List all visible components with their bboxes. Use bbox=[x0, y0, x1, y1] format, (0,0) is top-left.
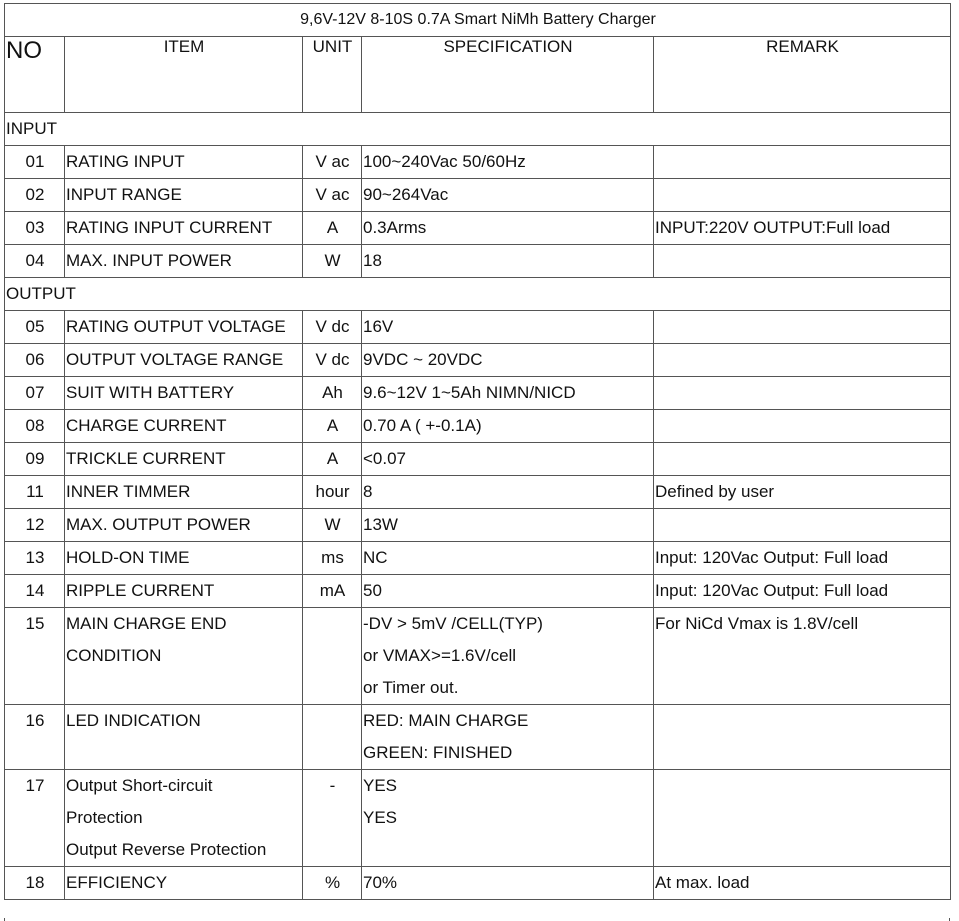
table-row bbox=[5, 867, 951, 900]
row-no: 02 bbox=[5, 179, 65, 212]
row-no: 05 bbox=[5, 311, 65, 344]
row-item: EFFICIENCY bbox=[65, 867, 303, 900]
row-item-line: Output Reverse Protection bbox=[66, 840, 267, 859]
row-remark bbox=[654, 377, 951, 410]
table-row bbox=[5, 311, 951, 344]
row-no: 12 bbox=[5, 509, 65, 542]
row-item-line: LED INDICATION bbox=[66, 711, 201, 730]
row-unit: V ac bbox=[303, 146, 362, 179]
table-row bbox=[5, 608, 951, 705]
row-item: INNER TIMMER bbox=[65, 476, 303, 509]
row-remark bbox=[654, 344, 951, 377]
row-no: 16 bbox=[5, 705, 65, 770]
row-no: 03 bbox=[5, 212, 65, 245]
row-spec: 70% bbox=[362, 867, 654, 900]
row-unit: A bbox=[303, 443, 362, 476]
header-item: ITEM bbox=[65, 37, 303, 113]
row-unit: W bbox=[303, 509, 362, 542]
table-row bbox=[5, 344, 951, 377]
row-remark: INPUT:220V OUTPUT:Full load bbox=[654, 212, 951, 245]
row-remark bbox=[654, 179, 951, 212]
table-row bbox=[5, 146, 951, 179]
table-row bbox=[5, 410, 951, 443]
row-item: MAX. OUTPUT POWER bbox=[65, 509, 303, 542]
header-no: NO bbox=[5, 37, 65, 113]
section-output-row bbox=[5, 278, 951, 311]
document-title: 9,6V-12V 8-10S 0.7A Smart NiMh Battery Charger bbox=[5, 4, 951, 37]
row-unit bbox=[303, 705, 362, 770]
row-unit: % bbox=[303, 867, 362, 900]
row-item: CHARGE CURRENT bbox=[65, 410, 303, 443]
row-unit: V dc bbox=[303, 344, 362, 377]
row-remark: Input: 120Vac Output: Full load bbox=[654, 542, 951, 575]
row-spec: 0.70 A ( +-0.1A) bbox=[362, 410, 654, 443]
row-remark: Input: 120Vac Output: Full load bbox=[654, 575, 951, 608]
row-spec: 8 bbox=[362, 476, 654, 509]
row-spec-line: RED: MAIN CHARGE bbox=[363, 711, 529, 730]
row-remark: For NiCd Vmax is 1.8V/cell bbox=[654, 608, 951, 705]
row-spec: <0.07 bbox=[362, 443, 654, 476]
table-row bbox=[5, 542, 951, 575]
row-item: HOLD-ON TIME bbox=[65, 542, 303, 575]
row-item: SUIT WITH BATTERY bbox=[65, 377, 303, 410]
row-no: 14 bbox=[5, 575, 65, 608]
row-spec: 18 bbox=[362, 245, 654, 278]
row-spec-line: YES bbox=[363, 808, 398, 827]
row-spec: 100~240Vac 50/60Hz bbox=[362, 146, 654, 179]
header-unit: UNIT bbox=[303, 37, 362, 113]
row-no: 11 bbox=[5, 476, 65, 509]
row-item: INPUT RANGE bbox=[65, 179, 303, 212]
row-remark bbox=[654, 443, 951, 476]
row-spec-line: GREEN: FINISHED bbox=[363, 743, 513, 762]
row-remark bbox=[654, 705, 951, 770]
row-unit: V dc bbox=[303, 311, 362, 344]
row-spec-line: or Timer out. bbox=[363, 678, 459, 697]
row-item-line: CONDITION bbox=[66, 646, 162, 665]
row-item-line: Protection bbox=[66, 808, 143, 827]
row-spec bbox=[362, 770, 654, 867]
row-remark: At max. load bbox=[654, 867, 951, 900]
row-spec bbox=[362, 608, 654, 705]
row-unit: V ac bbox=[303, 179, 362, 212]
row-unit bbox=[303, 608, 362, 705]
row-no: 09 bbox=[5, 443, 65, 476]
row-no: 06 bbox=[5, 344, 65, 377]
row-remark: Defined by user bbox=[654, 476, 951, 509]
row-spec-line: YES bbox=[363, 776, 398, 795]
row-unit: - bbox=[303, 770, 362, 867]
row-item bbox=[65, 705, 303, 770]
table-row bbox=[5, 377, 951, 410]
row-spec: 0.3Arms bbox=[362, 212, 654, 245]
row-item bbox=[65, 770, 303, 867]
row-spec-line: or VMAX>=1.6V/cell bbox=[363, 646, 517, 665]
row-unit: A bbox=[303, 410, 362, 443]
table-row bbox=[5, 245, 951, 278]
header-remark: REMARK bbox=[654, 37, 951, 113]
row-spec bbox=[362, 705, 654, 770]
row-spec: 9VDC ~ 20VDC bbox=[362, 344, 654, 377]
header-row bbox=[5, 37, 951, 113]
row-item: RATING OUTPUT VOLTAGE bbox=[65, 311, 303, 344]
row-no: 18 bbox=[5, 867, 65, 900]
row-no: 07 bbox=[5, 377, 65, 410]
row-unit: W bbox=[303, 245, 362, 278]
row-unit: A bbox=[303, 212, 362, 245]
row-item-line: Output Short-circuit bbox=[66, 776, 213, 795]
row-spec: 16V bbox=[362, 311, 654, 344]
row-item-line: MAIN CHARGE END bbox=[66, 614, 227, 633]
section-input-row bbox=[5, 113, 951, 146]
row-item: TRICKLE CURRENT bbox=[65, 443, 303, 476]
row-no: 08 bbox=[5, 410, 65, 443]
row-no: 15 bbox=[5, 608, 65, 705]
section-input-label: INPUT bbox=[5, 113, 951, 146]
row-no: 17 bbox=[5, 770, 65, 867]
row-remark bbox=[654, 509, 951, 542]
row-remark bbox=[654, 770, 951, 867]
table-row bbox=[5, 509, 951, 542]
row-remark bbox=[654, 146, 951, 179]
row-item: RATING INPUT CURRENT bbox=[65, 212, 303, 245]
row-item: RIPPLE CURRENT bbox=[65, 575, 303, 608]
title-row bbox=[5, 4, 951, 37]
table-row bbox=[5, 705, 951, 770]
row-unit: hour bbox=[303, 476, 362, 509]
row-no: 04 bbox=[5, 245, 65, 278]
header-specification: SPECIFICATION bbox=[362, 37, 654, 113]
row-remark bbox=[654, 245, 951, 278]
table-row bbox=[5, 476, 951, 509]
row-spec-line: -DV > 5mV /CELL(TYP) bbox=[363, 614, 543, 633]
row-spec: NC bbox=[362, 542, 654, 575]
row-item: RATING INPUT bbox=[65, 146, 303, 179]
row-spec: 9.6~12V 1~5Ah NIMN/NICD bbox=[362, 377, 654, 410]
row-remark bbox=[654, 410, 951, 443]
table-row bbox=[5, 443, 951, 476]
table-row bbox=[5, 575, 951, 608]
row-item bbox=[65, 608, 303, 705]
row-no: 13 bbox=[5, 542, 65, 575]
row-item: MAX. INPUT POWER bbox=[65, 245, 303, 278]
section-output-label: OUTPUT bbox=[5, 278, 951, 311]
table-row bbox=[5, 179, 951, 212]
row-unit: ms bbox=[303, 542, 362, 575]
table-row bbox=[5, 212, 951, 245]
spec-table bbox=[4, 3, 951, 900]
row-item: OUTPUT VOLTAGE RANGE bbox=[65, 344, 303, 377]
row-remark bbox=[654, 311, 951, 344]
row-no: 01 bbox=[5, 146, 65, 179]
table-row bbox=[5, 770, 951, 867]
row-spec: 13W bbox=[362, 509, 654, 542]
row-unit: mA bbox=[303, 575, 362, 608]
row-spec: 50 bbox=[362, 575, 654, 608]
row-spec: 90~264Vac bbox=[362, 179, 654, 212]
row-unit: Ah bbox=[303, 377, 362, 410]
